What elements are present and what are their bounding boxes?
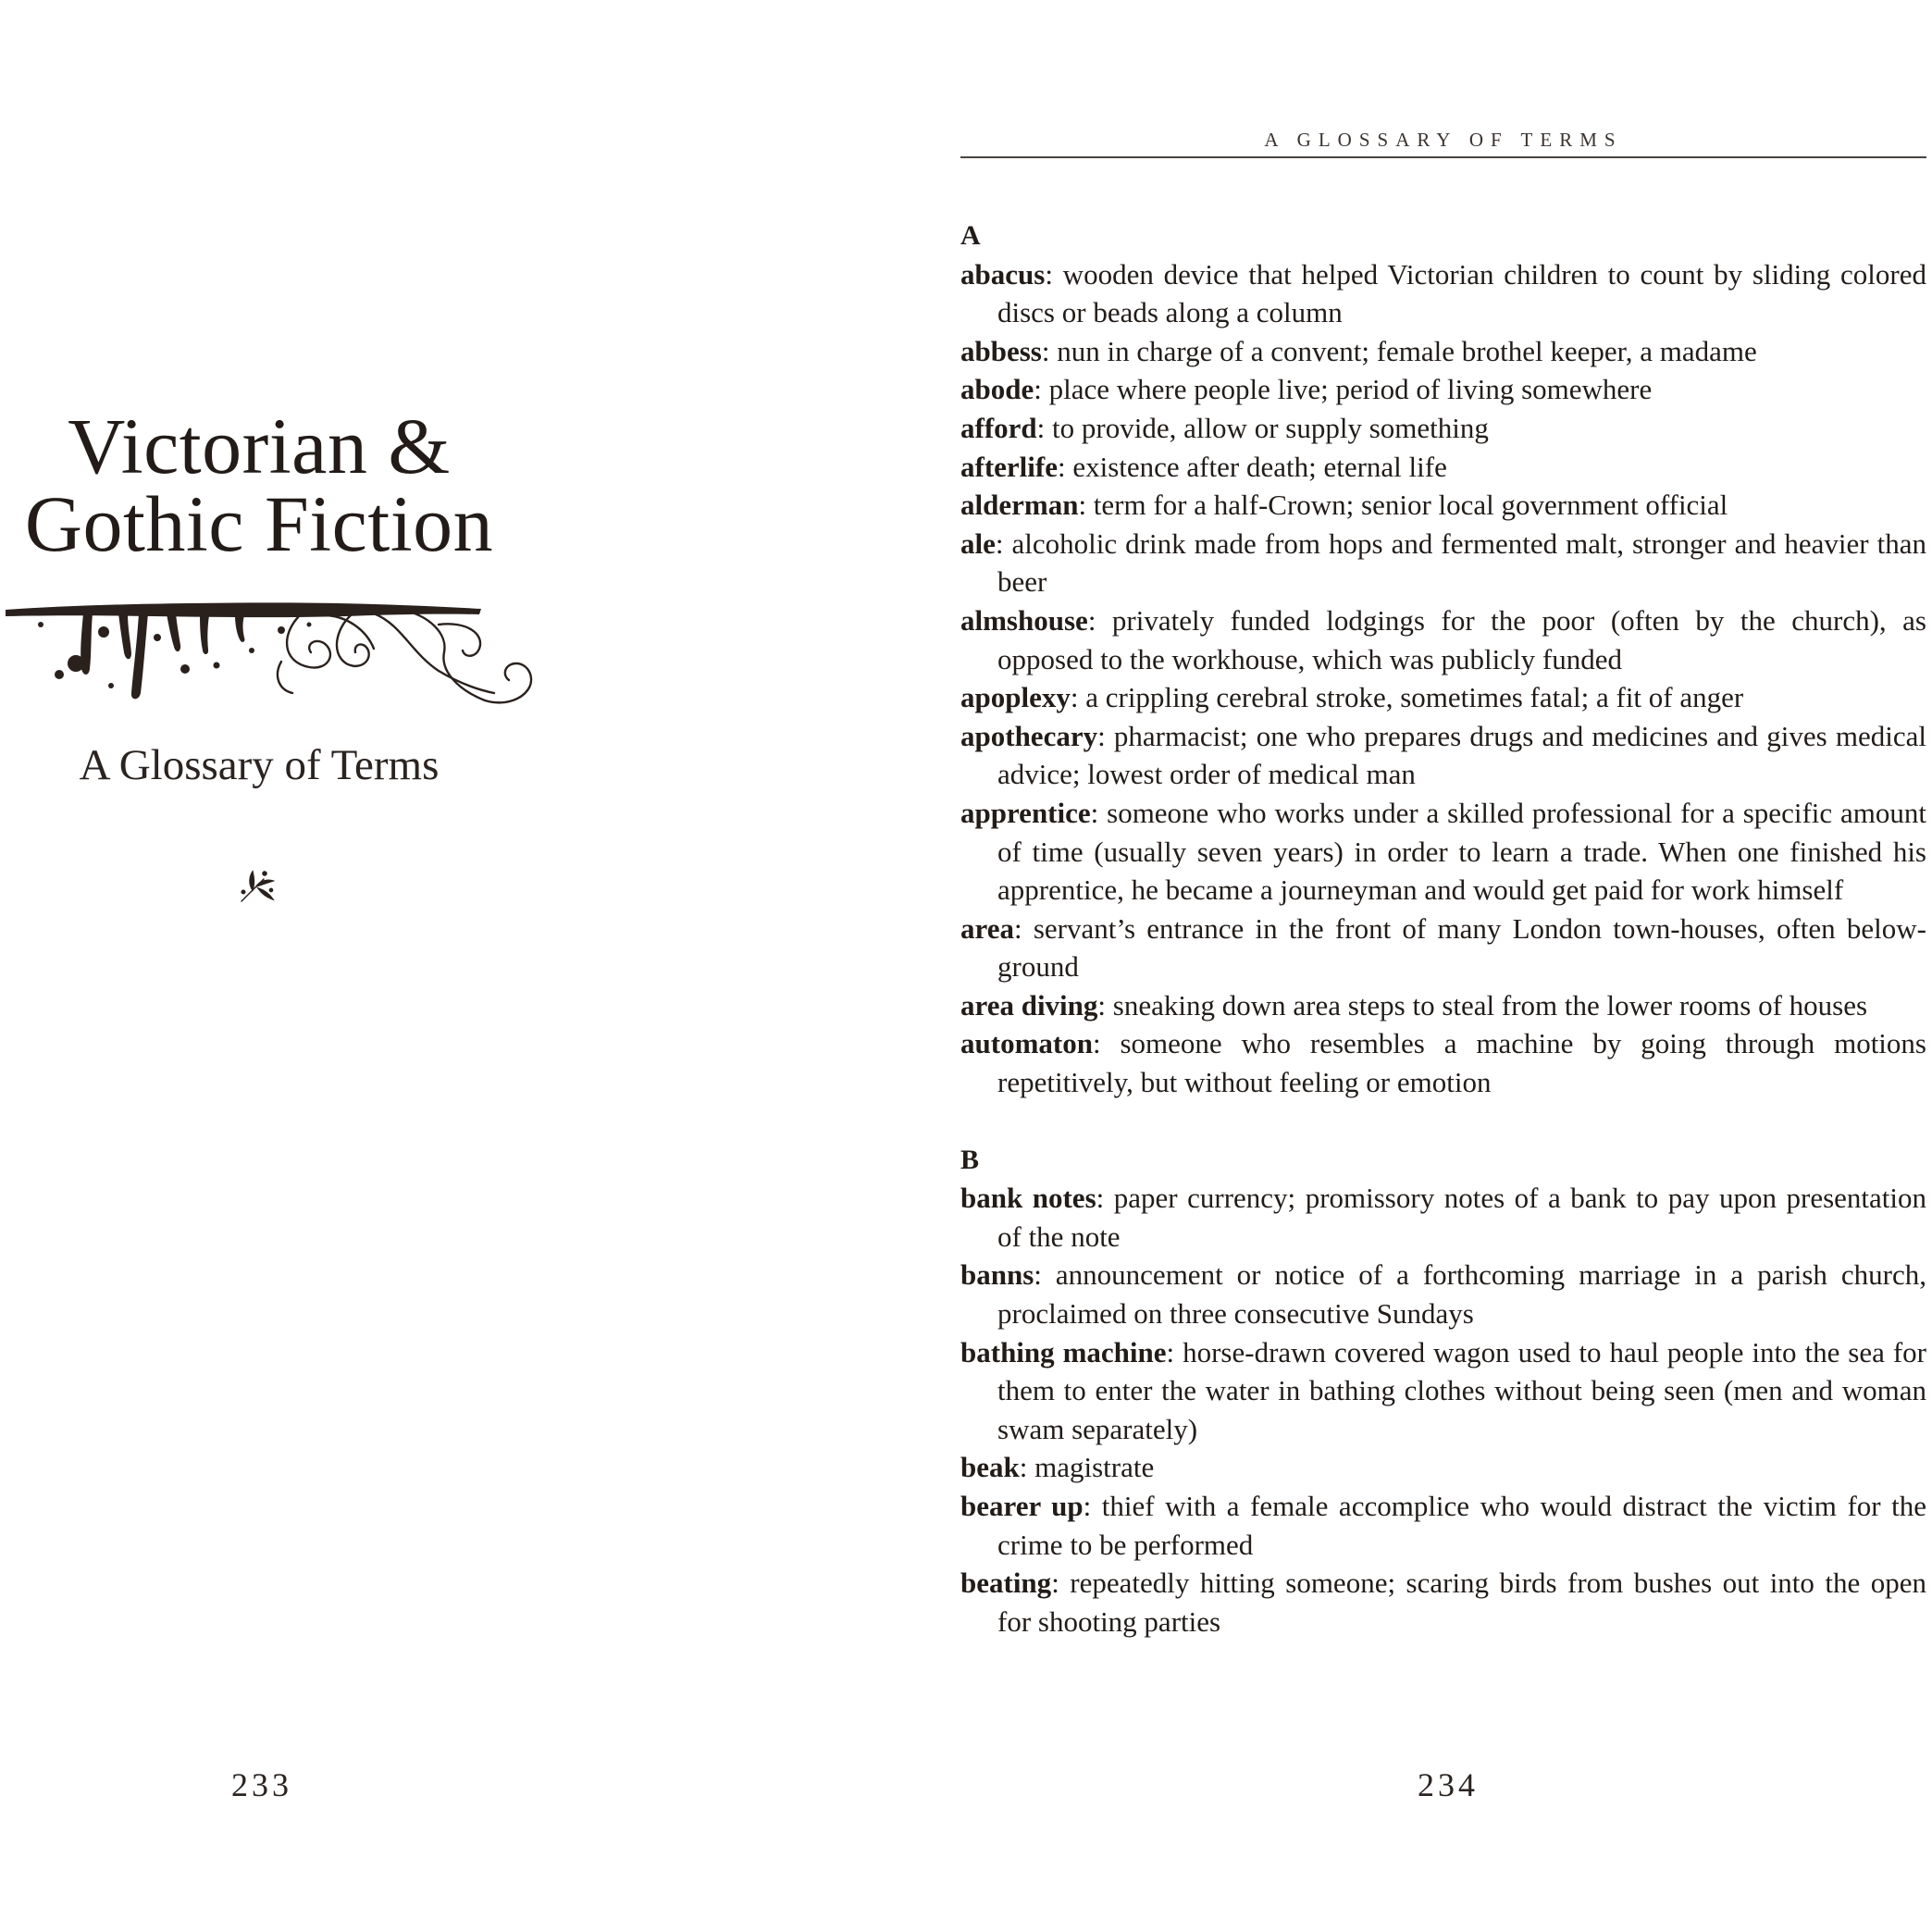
glossary-entry [960,1564,1926,1641]
glossary-term: abbess [960,334,1042,367]
glossary-definition: : term for a half-Crown; senior local government official [1078,489,1728,522]
left-page [0,0,925,1932]
glossary-term: abacus [960,257,1046,291]
running-head-rule [960,156,1926,158]
glossary-entry [960,1179,1926,1256]
glossary-definition: : paper currency; promissory notes of a bank to pay upon presentation of the note [997,1182,1927,1253]
book-title-line-1: Victorian & [68,402,451,490]
glossary-entry [960,486,1926,525]
glossary-term: beak [960,1451,1020,1484]
glossary-definition: : horse-drawn covered wagon used to haul people into the sea for them to enter the water in bathing clothes without being seen (men and woman swam separately) [997,1335,1926,1445]
glossary-definition: : repeatedly hitting someone; scaring birds from bushes out into the open for shooting parties [997,1567,1926,1638]
glossary-entry [960,448,1926,487]
glossary-entry [960,1487,1926,1564]
glossary-term: bathing machine [960,1335,1167,1368]
glossary-entry [960,1024,1926,1101]
glossary-term: area [960,911,1014,945]
glossary-term: apprentice [960,796,1091,829]
glossary-term: banns [960,1258,1034,1292]
glossary-term: bank notes [960,1182,1096,1215]
glossary-definition: : magistrate [1019,1451,1155,1484]
glossary-term: area diving [960,988,1098,1022]
glossary-definition: : sneaking down area steps to steal from the lower rooms of houses [1097,988,1868,1022]
letter-heading: B [960,1144,980,1175]
glossary-definition: : nun in charge of a convent; female brothel keeper, a madame [1041,334,1757,367]
glossary-definition: : privately funded lodgings for the poor (often by the church), as opposed to the workhouse, which was publicly funded [997,603,1926,675]
glossary-term: apothecary [960,719,1098,752]
glossary-entry [960,601,1926,678]
glossary-definition: : thief with a female accomplice who would distract the victim for the crime to be performed [997,1490,1926,1561]
glossary-definition: : to provide, allow or supply something [1036,411,1489,444]
glossary-term: ale [960,526,996,560]
glossary-definition: : place where people live; period of living somewhere [1034,373,1653,406]
ink-splatter-flourish-icon [4,597,537,717]
glossary-term: beating [960,1567,1052,1600]
letter-group-a [960,217,1926,1102]
glossary-entry [960,255,1926,332]
book-title-line-2: Gothic Fiction [24,479,494,568]
glossary-definition: : a crippling cerebral stroke, sometimes fatal; a fit of anger [1070,681,1744,714]
glossary-entry [960,794,1926,910]
glossary-definition: : servant’s entrance in the front of many London town-houses, often below-ground [997,911,1926,984]
glossary-entry [960,910,1926,986]
glossary-entry [960,1333,1926,1449]
glossary-definition: : announcement or notice of a forthcoming marriage in a parish church, proclaimed on three consecutive Sundays [997,1258,1926,1331]
glossary-term: almshouse [960,603,1088,637]
glossary-definition: : existence after death; eternal life [1057,450,1447,483]
glossary-entry [960,525,1926,601]
glossary-entry [960,1448,1926,1487]
book-subtitle: A Glossary of Terms [79,741,440,789]
glossary-term: alderman [960,489,1079,522]
glossary-term: automaton [960,1027,1093,1060]
glossary-definition: : wooden device that helped Victorian children to count by sliding colored discs or beads along a column [997,257,1926,329]
glossary-term: bearer up [960,1490,1084,1522]
glossary-entry [960,986,1926,1025]
fleuron-ornament-icon [236,866,279,907]
glossary-entry [960,717,1926,794]
glossary-entry [960,1256,1926,1332]
glossary-term: afford [960,411,1037,444]
glossary-definition: : pharmacist; one who prepares drugs and medicines and gives medical advice; lowest order of medical man [997,719,1926,791]
glossary-term: afterlife [960,450,1058,483]
running-head: A GLOSSARY OF TERMS [1264,129,1623,151]
page-number-left: 233 [231,1766,292,1803]
glossary-term: apoplexy [960,681,1071,714]
book-title [19,402,500,568]
page-number-right: 234 [1418,1766,1479,1803]
glossary-definition: : someone who resembles a machine by going through motions repetitively, but without feeling or emotion [997,1027,1926,1099]
glossary [960,217,1926,1679]
glossary-entry [960,678,1926,717]
glossary-entry [960,409,1926,448]
glossary-definition: : someone who works under a skilled professional for a specific amount of time (usually seven years) in order to learn a trade. When one finished his apprentice, he became a journeyman and would get paid for work himself [997,796,1926,907]
glossary-entry [960,370,1926,409]
glossary-term: abode [960,373,1034,406]
glossary-definition: : alcoholic drink made from hops and fermented malt, stronger and heavier than beer [995,526,1926,599]
letter-heading: A [960,220,981,251]
letter-group-b [960,1141,1926,1641]
glossary-entry [960,332,1926,371]
